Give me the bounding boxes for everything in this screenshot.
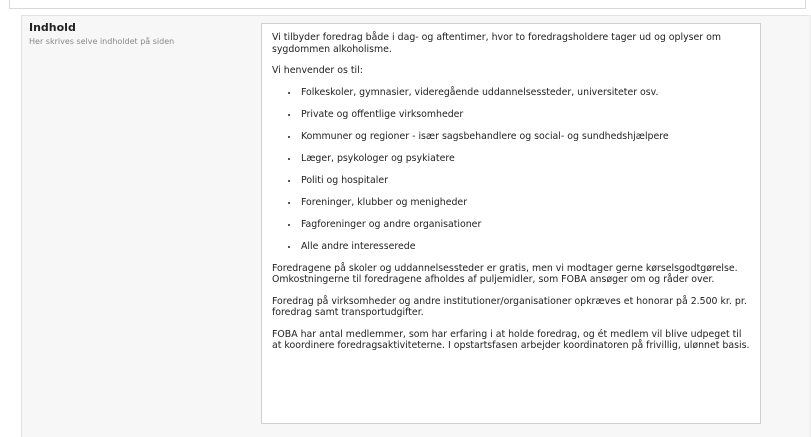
intro-paragraph: Vi tilbyder foredrag både i dag- og aftentimer, hvor to foredragsholdere tager ud og oplyser om sygdommen alkoholisme. bbox=[272, 32, 721, 55]
field-description: Her skrives selve indholdet på siden bbox=[29, 37, 175, 46]
audience-item: • Læger, psykologer og psykiatere bbox=[299, 153, 751, 165]
audience-item: • Kommuner og regioner - især sagsbehandlere og social- og sundhedshjælpere bbox=[299, 131, 751, 143]
honorar-paragraph: Foredrag på virksomheder og andre institutioner/organisationer opkræves et honorar på 2.500 kr. pr. foredrag samt transportudgifter. bbox=[272, 295, 747, 318]
audience-item: • Folkeskoler, gymnasier, videregående uddannelsessteder, universiteter osv. bbox=[299, 87, 751, 99]
audience-item: • Private og offentlige virksomheder bbox=[299, 109, 751, 121]
audience-item: • Foreninger, klubber og menigheder bbox=[299, 197, 751, 209]
pricing-paragraph: Foredragene på skoler og uddannelsessteder er gratis, men vi modtager gerne kørselsgodtgørelse. Omkostningerne til foredragene afholdes af puljemidler, som FOBA ansøger om og råder over. bbox=[272, 262, 738, 285]
audience-item: • Fagforeninger og andre organisationer bbox=[299, 219, 751, 231]
audience-item: • Alle andre interesserede bbox=[299, 241, 751, 253]
audience-item: • Politi og hospitaler bbox=[299, 175, 751, 187]
audience-list bbox=[272, 87, 751, 253]
coordination-paragraph: FOBA har antal medlemmer, som har erfaring i at holde foredrag, og ét medlem vil blive udpeget til at koordinere foredragsaktiviteterne. I opstartsfasen arbejder koordinatoren på frivillig, ulønnet basis. bbox=[272, 328, 750, 351]
previous-field-panel bbox=[9, 0, 806, 9]
audience-heading: Vi henvender os til: bbox=[272, 65, 363, 76]
field-label: Indhold bbox=[29, 21, 76, 34]
content-editor[interactable] bbox=[261, 23, 761, 424]
content-field-row bbox=[21, 15, 811, 437]
